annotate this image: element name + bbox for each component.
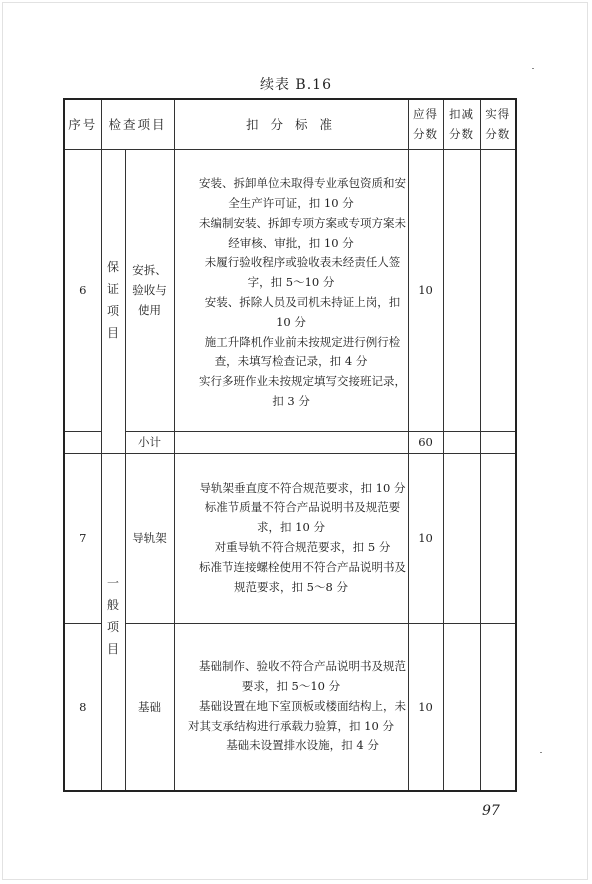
header-criteria: 扣 分 标 准: [174, 99, 408, 149]
page-number: 97: [482, 803, 500, 819]
group-general-label: 一般项目: [106, 575, 119, 656]
subtotal-row: [64, 431, 516, 453]
row-actual-cell: [480, 453, 516, 623]
table-caption: 续表 B.16: [259, 77, 332, 93]
subtotal-deducted-cell: [443, 431, 480, 453]
row-seq: [64, 431, 101, 453]
header-seq: 序号: [64, 99, 101, 149]
row-deducted-cell: [443, 453, 480, 623]
row-actual-cell: [480, 149, 516, 431]
header-deducted: 扣减分数: [443, 99, 480, 149]
scan-speck: [540, 752, 542, 753]
group-general: [101, 453, 125, 791]
subtotal-actual-cell: [480, 431, 516, 453]
row-deducted-cell: [443, 623, 480, 791]
row-seq: 8: [64, 623, 101, 791]
row-criteria: 安装、拆卸单位未取得专业承包资质和安全生产许可证，扣 10 分 未编制安装、拆卸专项方案或专项方案未经审核、审批，扣 10 分 未履行验收程序或验收表未经责任人签字，扣 5～10 分 安装、拆除人员及司机未持证上岗，扣 10 分 施工升降机作业前未按规定进行例行检查，未填写检查记录，扣 4 分 实行多班作业未按规定填写交接班记录，扣 3 分: [174, 149, 408, 431]
subtotal-label: 小计: [125, 431, 174, 453]
row-criteria: 基础制作、验收不符合产品说明书及规范要求，扣 5～10 分 基础设置在地下室顶板或楼面结构上，未对其支承结构进行承载力验算，扣 10 分 基础未设置排水设施，扣 4 分: [174, 623, 408, 791]
row-actual-cell: [480, 623, 516, 791]
header-row: [64, 99, 516, 149]
scan-speck: [532, 68, 534, 69]
row-item: 安拆、验收与使用: [125, 149, 174, 431]
row-deducted-cell: [443, 149, 480, 431]
group-guarantee: [101, 149, 125, 453]
row-item: 基础: [125, 623, 174, 791]
table-row: [64, 623, 516, 791]
header-actual: 实得分数: [480, 99, 516, 149]
row-score: 10: [408, 453, 443, 623]
row-score: 10: [408, 623, 443, 791]
row-score: 10: [408, 149, 443, 431]
row-item: 导轨架: [125, 453, 174, 623]
header-score-due: 应得分数: [408, 99, 443, 149]
subtotal-score: 60: [408, 431, 443, 453]
inspection-table: [63, 98, 517, 792]
row-seq: 6: [64, 149, 101, 431]
table-row: [64, 453, 516, 623]
row-seq: 7: [64, 453, 101, 623]
header-check-item: 检查项目: [101, 99, 174, 149]
table-row: [64, 149, 516, 431]
row-criteria: 导轨架垂直度不符合规范要求，扣 10 分 标准节质量不符合产品说明书及规范要求，扣 10 分 对重导轨不符合规范要求，扣 5 分 标准节连接螺栓使用不符合产品说明书及规范要求，扣 5～8 分: [174, 453, 408, 623]
group-guarantee-label: 保证项目: [106, 259, 119, 340]
subtotal-criteria-cell: [174, 431, 408, 453]
